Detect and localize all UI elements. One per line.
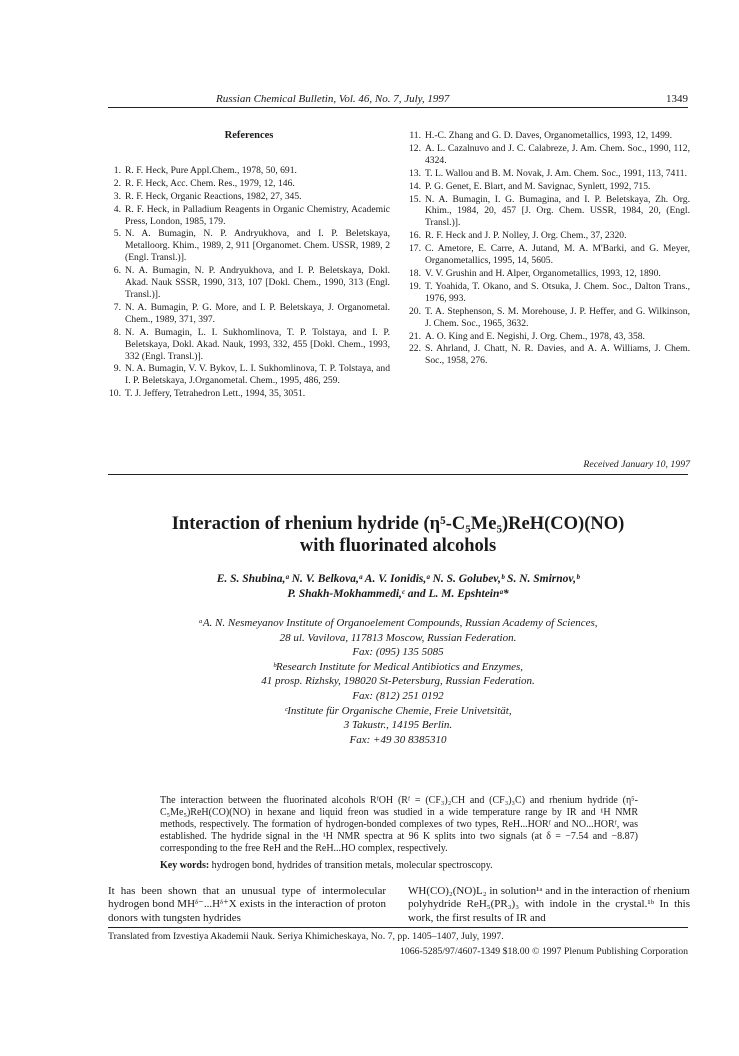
reference-number: 9. [113, 363, 121, 375]
reference-number: 11. [409, 130, 421, 141]
reference-text: V. V. Grushin and H. Alper, Organometallics, 1993, 12, 1890. [425, 267, 661, 279]
reference-item [408, 343, 690, 367]
affiliation-line: Fax: (812) 251 0192 [352, 689, 444, 702]
affiliation-line: ᵃA. N. Nesmeyanov Institute of Organoelement Compounds, Russian Academy of Sciences, [198, 617, 598, 629]
affiliation-line: Fax: +49 30 8385310 [349, 733, 447, 746]
reference-item [108, 165, 390, 177]
reference-number: 17. [409, 243, 421, 255]
copyright-line: 1066-5285/97/4607-1349 $18.00 © 1997 Plenum Publishing Corporation [399, 946, 688, 957]
affiliations [108, 616, 688, 747]
keywords-label: Key words: [160, 860, 210, 871]
reference-text: N. A. Bumagin, P. G. More, and I. P. Beletskaya, J. Organometal. Chem., 1989, 371, 397. [125, 301, 390, 325]
reference-text: T. L. Wallou and B. M. Novak, J. Am. Chem. Soc., 1991, 113, 7411. [425, 167, 687, 179]
reference-number: 4. [113, 203, 121, 215]
reference-text: N. A. Bumagin, L. I. Sukhomlinova, T. P. Tolstaya, and I. P. Beletskaya, Dokl. Akad. Nauk, 1993, 332, 455 [Dokl. Chem., 1993, 332 (Engl. Transl.)]. [125, 326, 390, 362]
reference-text: P. G. Genet, E. Blart, and M. Savignac, Synlett, 1992, 715. [425, 180, 651, 192]
reference-item [408, 194, 690, 230]
reference-item [408, 143, 690, 167]
reference-text: T. Yoahida, T. Okano, and S. Otsuka, J. Chem. Soc., Dalton Trans., 1976, 993. [425, 280, 690, 304]
reference-item [108, 327, 390, 363]
footer-rule [108, 927, 688, 928]
reference-item [408, 243, 690, 267]
reference-text: N. A. Bumagin, N. P. Andryukhova, and I. P. Beletskaya, Dokl. Akad. Nauk SSSR, 1990, 313, 107 [Dokl. Chem., 1990, 313 (Engl. Transl.)]. [125, 265, 390, 300]
reference-item [408, 306, 690, 330]
reference-text: N. A. Bumagin, I. G. Bumagina, and I. P. Beletskaya, Zh. Org. Khim., 1984, 20, 457 [J. Org. Chem. USSR, 1984, 20, (Engl. Transl.)]. [425, 193, 690, 229]
reference-number: 21. [409, 330, 421, 342]
translation-note: Translated from Izvestiya Akademii Nauk. Seriya Khimicheskaya, No. 7, pp. 1405–1407, July, 1997. [108, 931, 504, 942]
reference-text: A. O. King and E. Negishi, J. Org. Chem., 1978, 43, 358. [425, 330, 645, 342]
reference-text: T. J. Jeffery, Tetrahedron Lett., 1994, 35, 3051. [125, 388, 306, 400]
author-list [108, 572, 688, 602]
reference-item [408, 230, 690, 242]
references-heading: References [224, 130, 274, 141]
reference-number: 10. [109, 388, 121, 400]
reference-number: 15. [409, 193, 421, 205]
reference-text: C. Ametore, E. Carre, A. Jutand, M. A. M'Barki, and G. Meyer, Organometallics, 1995, 14, 5605. [425, 243, 690, 267]
reference-number: 8. [113, 326, 121, 338]
reference-text: R. F. Heck, Pure Appl.Chem., 1978, 50, 691. [125, 164, 297, 176]
reference-number: 18. [409, 267, 421, 279]
body-text-right: WH(CO)₂(NO)L₂ in solution¹ᵃ and in the interaction of rhenium polyhydride ReH₅(PR₃)₃ with indole in the crystal.¹ᵇ In this work, the first results of IR and [408, 885, 690, 924]
title-line-1: Interaction of rhenium hydride (η⁵-C₅Me₅)ReH(CO)(NO) [171, 514, 625, 534]
reference-text: R. F. Heck, Acc. Chem. Res., 1979, 12, 146. [125, 177, 295, 189]
authors-line-2: P. Shakh-Mokhammedi,ᶜ and L. M. Epshteinᵃ* [287, 588, 509, 600]
reference-item [108, 228, 390, 264]
abstract: The interaction between the fluorinated alcohols RᶠOH (Rᶠ = (CF₃)₂CH and (CF₃)₃C) and rhenium hydride (η⁵-C₅Me₅)ReH(CO)(NO) in hexane and liquid freon was studied in a wide temperature range by IR and ¹H NMR methods, respectively. The formation of hydrogen-bonded complexes of two types, ReH...HORᶠ and NO...HORᶠ, was established. The hydride signal in the ¹H NMR spectra at 96 K splits into two signals (at δ = −7.54 and −8.87) corresponding to the free ReH and the ReH...HO complex, respectively. [160, 795, 638, 854]
received-date: Received January 10, 1997 [583, 459, 690, 470]
title-line-2: with fluorinated alcohols [299, 536, 497, 556]
body-text-left: It has been shown that an unusual type of intermolecular hydrogen bond MHᵟ⁻...Hᵟ⁺X exists in the interaction of proton donors with tungsten hydrides [108, 885, 386, 924]
reference-item [408, 130, 690, 142]
references-right-column [408, 130, 690, 368]
reference-text: T. A. Stephenson, S. M. Morehouse, J. P. Heffer, and G. Wilkinson, J. Chem. Soc., 1965, 3632. [425, 305, 690, 329]
reference-item [408, 181, 690, 193]
reference-item [108, 191, 390, 203]
affiliation-line: 28 ul. Vavilova, 117813 Moscow, Russian Federation. [279, 631, 517, 644]
affiliation-line: Fax: (095) 135 5085 [352, 646, 444, 659]
reference-item [408, 168, 690, 180]
reference-item [408, 268, 690, 280]
reference-text: A. L. Cazalnuvo and J. C. Calabreze, J. Am. Chem. Soc., 1990, 112, 4324. [425, 142, 690, 166]
reference-text: R. F. Heck and J. P. Nolley, J. Org. Chem., 37, 2320. [425, 230, 627, 242]
header-rule [108, 107, 688, 108]
reference-text: H.-C. Zhang and G. D. Daves, Organometallics, 1993, 12, 1499. [425, 130, 673, 141]
affiliation-line: 41 prosp. Rizhsky, 198020 St-Petersburg, Russian Federation. [261, 675, 535, 688]
section-rule [108, 474, 688, 475]
reference-number: 6. [113, 265, 121, 277]
reference-text: R. F. Heck, in Palladium Reagents in Organic Chemistry, Academic Press, London, 1985, 179. [125, 203, 390, 227]
affiliation-line: ᵇResearch Institute for Medical Antibiotics and Enzymes, [272, 660, 524, 673]
reference-text: N. A. Bumagin, N. P. Andryukhova, and I. P. Beletskaya, Metalloorg. Khim., 1989, 2, 911 [Organomet. Chem. USSR, 1989, 2 (Engl. Transl.)]. [125, 228, 390, 264]
references-left-column [108, 130, 390, 401]
authors-line-1: E. S. Shubina,ᵃ N. V. Belkova,ᵃ A. V. Ionidis,ᵃ N. S. Golubev,ᵇ S. N. Smirnov,ᵇ [216, 573, 580, 585]
reference-item [108, 204, 390, 228]
page-number: 1349 [666, 93, 688, 105]
reference-number: 20. [409, 305, 421, 317]
journal-citation: Russian Chemical Bulletin, Vol. 46, No. 7, July, 1997 [216, 93, 450, 105]
article-title [108, 513, 688, 557]
reference-item [108, 363, 390, 387]
reference-number: 1. [113, 164, 121, 176]
reference-item [108, 388, 390, 400]
reference-item [108, 178, 390, 190]
reference-number: 12. [409, 142, 421, 154]
affiliation-line: 3 Takustr., 14195 Berlin. [343, 719, 453, 732]
keywords [160, 860, 638, 872]
reference-number: 13. [409, 167, 421, 179]
reference-text: S. Ahrland, J. Chatt, N. R. Davies, and A. A. Williams, J. Chem. Soc., 1958, 276. [425, 343, 690, 367]
reference-item [408, 281, 690, 305]
reference-number: 16. [409, 230, 421, 242]
reference-number: 3. [113, 190, 121, 202]
reference-item [108, 302, 390, 326]
keywords-text: hydrogen bond, hydrides of transition metals, molecular spectroscopy. [211, 860, 493, 871]
reference-number: 2. [113, 177, 121, 189]
reference-number: 5. [113, 228, 121, 240]
running-head [108, 93, 688, 107]
reference-text: N. A. Bumagin, V. V. Bykov, L. I. Sukhomlinova, T. P. Tolstaya, and I. P. Beletskaya, J.Organometal. Chem., 1995, 486, 259. [125, 363, 390, 387]
reference-text: R. F. Heck, Organic Reactions, 1982, 27, 345. [125, 190, 302, 202]
reference-number: 14. [409, 180, 421, 192]
reference-number: 7. [113, 301, 121, 313]
affiliation-line: ᶜInstitute für Organische Chemie, Freie Univetsität, [284, 704, 512, 717]
reference-item [408, 331, 690, 343]
reference-item [108, 265, 390, 301]
reference-number: 22. [409, 343, 421, 355]
reference-number: 19. [409, 280, 421, 292]
